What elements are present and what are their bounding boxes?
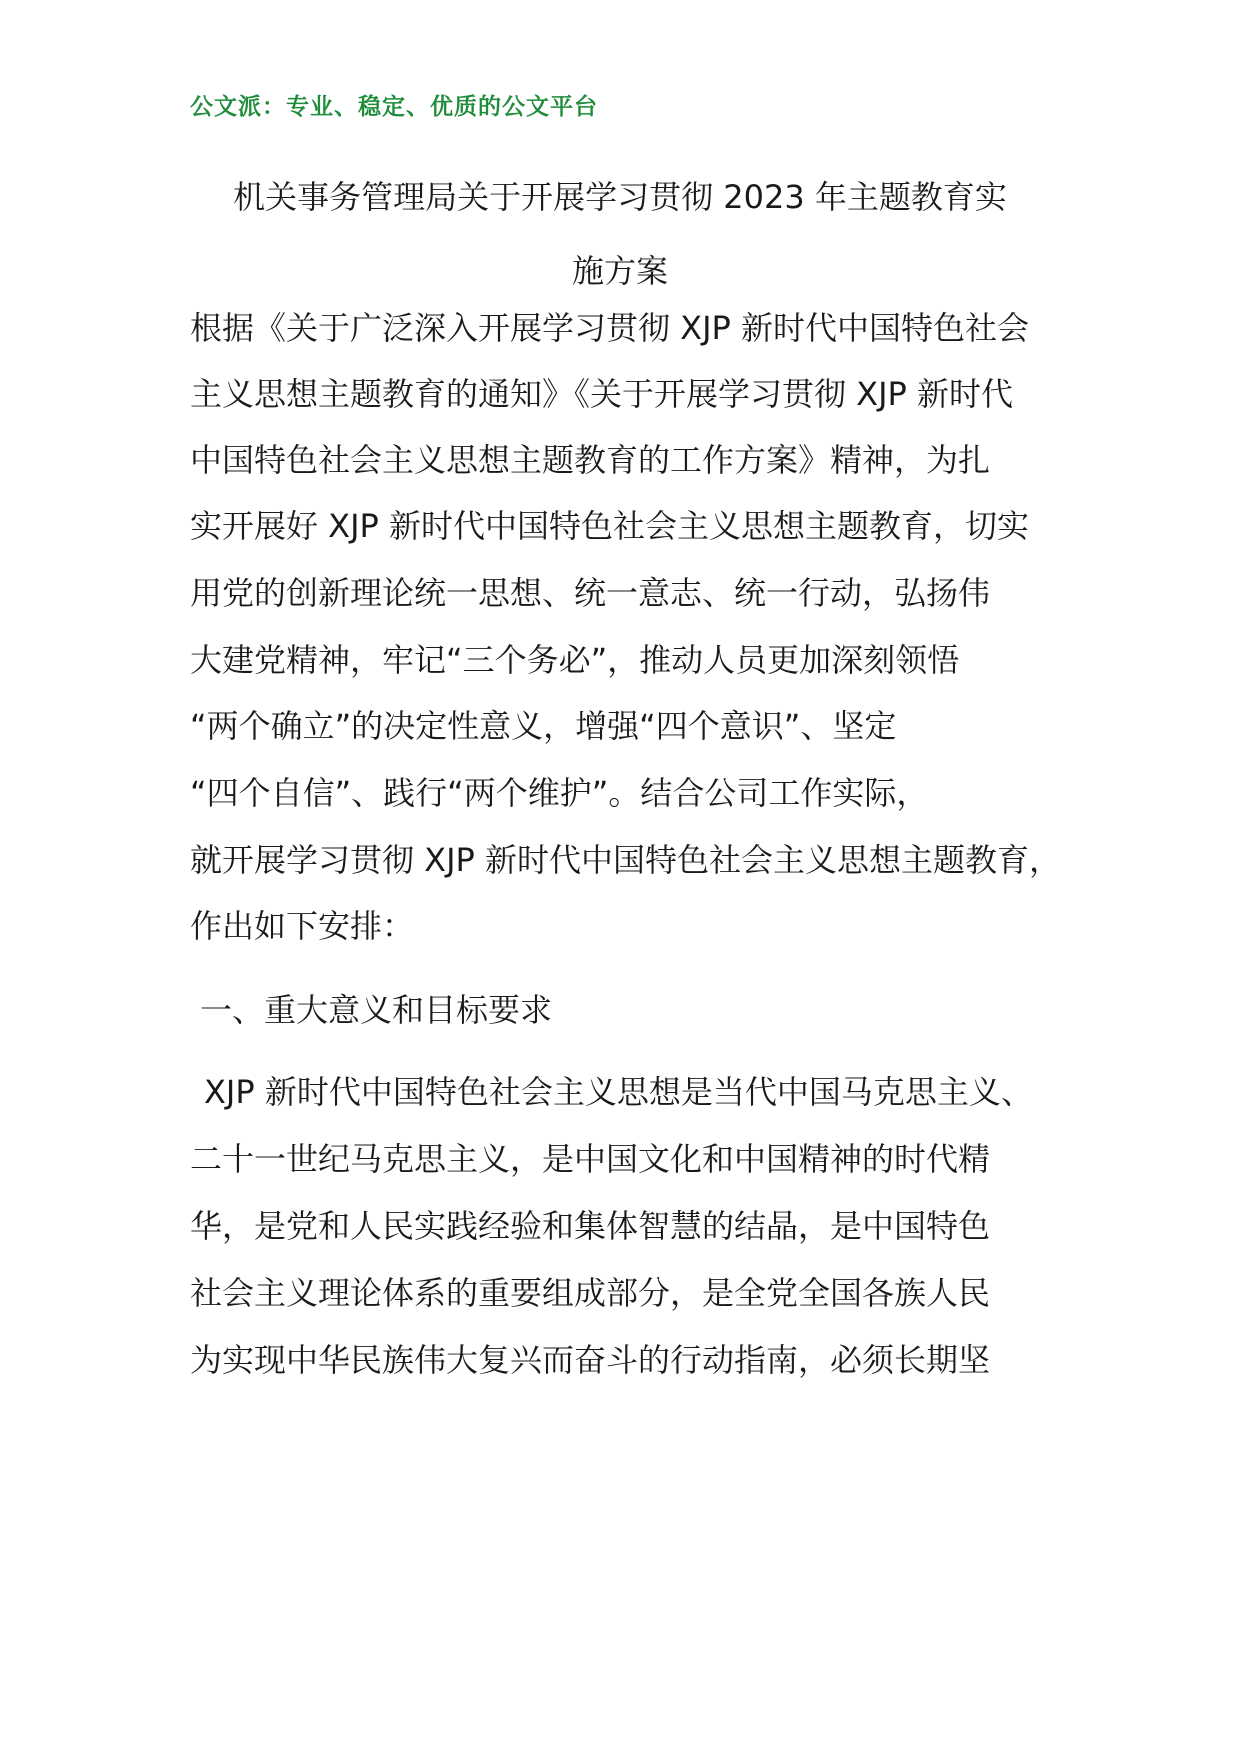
- section-paragraph-line: XJP 新时代中国特色社会主义思想是当代中国马克思主义、: [204, 1073, 1033, 1111]
- intro-paragraph-line: 大建党精神，牢记“三个务必”，推动人员更加深刻领悟: [190, 641, 960, 679]
- intro-paragraph-line: 就开展学习贯彻 XJP 新时代中国特色社会主义思想主题教育，: [190, 841, 1062, 879]
- intro-paragraph-line: 根据《关于广泛深入开展学习贯彻 XJP 新时代中国特色社会: [190, 309, 1030, 347]
- section-paragraph-line: 华，是党和人民实践经验和集体智慧的结晶，是中国特色: [190, 1207, 991, 1245]
- intro-paragraph-line: 中国特色社会主义思想主题教育的工作方案》精神，为扎: [190, 441, 991, 479]
- intro-paragraph-line: “两个确立”的决定性意义，增强“四个意识”、坚定: [190, 707, 897, 745]
- section-heading: 一、重大意义和目标要求: [200, 991, 553, 1029]
- document-title-line-2: 施方案: [571, 252, 668, 290]
- site-header-text: 公文派：专业、稳定、优质的公文平台: [190, 94, 598, 120]
- intro-paragraph-line: 实开展好 XJP 新时代中国特色社会主义思想主题教育，切实: [190, 507, 1030, 545]
- intro-paragraph-line: 作出如下安排：: [190, 907, 415, 945]
- document-title-line-1: 机关事务管理局关于开展学习贯彻 2023 年主题教育实: [233, 178, 1007, 216]
- section-paragraph-line: 为实现中华民族伟大复兴而奋斗的行动指南，必须长期坚: [190, 1341, 991, 1379]
- section-paragraph-line: 二十一世纪马克思主义，是中国文化和中国精神的时代精: [190, 1140, 991, 1178]
- intro-paragraph-line: “四个自信”、践行“两个维护”。结合公司工作实际，: [190, 774, 929, 812]
- intro-paragraph-line: 用党的创新理论统一思想、统一意志、统一行动，弘扬伟: [190, 574, 991, 612]
- intro-paragraph-line: 主义思想主题教育的通知》《关于开展学习贯彻 XJP 新时代: [190, 375, 1014, 413]
- section-paragraph-line: 社会主义理论体系的重要组成部分，是全党全国各族人民: [190, 1274, 991, 1312]
